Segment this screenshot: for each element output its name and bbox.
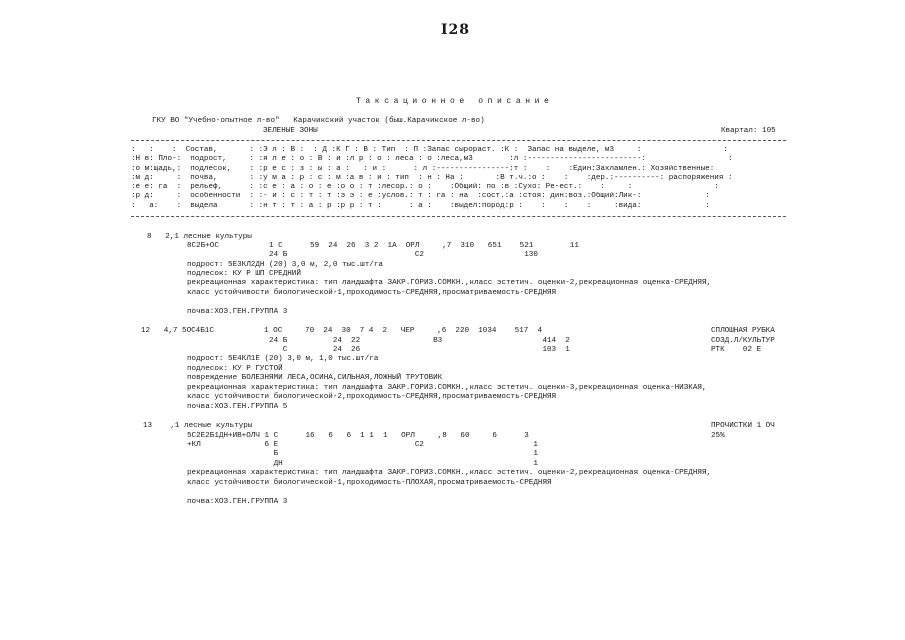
header-line: :р д: : особенности : :- и : с : т : т :э э : е :услов.: т : га : на :сост.:а :стоя: дин:воз.:Общий:Лик-: : bbox=[131, 192, 710, 201]
management-note: РТК 02 Е bbox=[711, 346, 762, 354]
stand-line: С 24 26 103 1 bbox=[187, 346, 570, 354]
header-line: : а: : выдела : :н т : т : а : р :р р : т : : а : :выдел:пород:р : : : : :вида: : bbox=[131, 201, 710, 210]
stand-line: 8С2Б+ОС 1 С 59 24 26 3 2 1А ОРЛ ,7 310 651 521 11 bbox=[187, 242, 579, 250]
stand-line: почва:ХОЗ.ГЕН.ГРУППА 3 bbox=[187, 498, 288, 506]
management-note: ПРОЧИСТКИ 1 ОЧ bbox=[711, 422, 775, 430]
stand-line: ДН 1 bbox=[187, 460, 538, 468]
header-line: :м д: : почва, : :у м а : р : с : м :а в : и : тип : н : На : :В т.ч.:о : : :дер.:----------: распоряжения : bbox=[131, 173, 733, 182]
stand-line: почва:ХОЗ.ГЕН.ГРУППА 3 bbox=[187, 308, 288, 316]
header-line: :е е: га : рельеф, : :с е : а : о : е :о о : т :лесор.: о : :Общий: по :в :Сухо: Ре-ест.: : : : bbox=[131, 183, 719, 192]
stand-line: рекреационная характеристика: тип ландшафта ЗАКР.ГОРИЗ.СОМКН.,класс эстетич. оценки-2,рекреационная оценка-СРЕДНЯЯ, bbox=[187, 279, 712, 287]
table-header bbox=[131, 146, 791, 211]
stand-line: 5С2Е2Б1ДН+ИВ+ОЛЧ 1 С 16 6 6 1 1 1 ОРЛ ,8 60 6 3 bbox=[187, 432, 529, 440]
header-rule-top bbox=[131, 140, 786, 141]
stand-line: 24 Б С2 130 bbox=[187, 251, 538, 259]
stand-line: рекреационная характеристика: тип ландшафта ЗАКР.ГОРИЗ.СОМКН.,класс эстетич. оценки-2,рекреационная оценка-СРЕДНЯЯ, bbox=[187, 469, 712, 477]
zone-label: ЗЕЛЕНЫЕ ЗОНЫ bbox=[263, 127, 318, 135]
stand-line: подлесок: КУ Р ШП СРЕДНИЙ bbox=[187, 270, 301, 278]
stand-line: подлесок: КУ Р ГУСТОЙ bbox=[187, 365, 283, 373]
management-note: СПЛОШНАЯ РУБКА bbox=[711, 327, 775, 335]
organization-line: ГКУ ВО "Учебно-опытное л-во" Карачикский участок (быш.Карачикское л-во) bbox=[152, 117, 485, 125]
stand-line: класс устойчивости биологической-1,проходимость-СРЕДНЯЯ,просматриваемость-СРЕДНЯЯ bbox=[187, 289, 557, 297]
management-note: СОЗД.Л/КУЛЬТУР bbox=[711, 337, 775, 345]
page-number: I28 bbox=[441, 22, 471, 38]
stand-line: повреждение БОЛЕЗНЯМИ ЛЕСА,ОСИНА,СИЛЬНАЯ,ЛОЖНЫЙ ТРУТОВИК bbox=[187, 374, 443, 382]
stand-line: 24 Б 24 22 В3 414 2 bbox=[187, 337, 570, 345]
stand-line: класс устойчивости биологической-1,проходимость-ПЛОХАЯ,просматриваемость-СРЕДНЯЯ bbox=[187, 479, 552, 487]
stand-line: 12 4,7 5ОС4Б1С 1 ОС 70 24 30 7 4 2 ЧЕР ,6 220 1034 517 4 bbox=[141, 327, 543, 335]
management-note: 25% bbox=[711, 432, 725, 440]
stand-line: 13 ,1 лесные культуры bbox=[143, 422, 253, 430]
stand-line: 8 2,1 лесные культуры bbox=[147, 233, 252, 241]
quarter-label: Квартал: 105 bbox=[721, 127, 776, 135]
stand-line: подрост: 5Е3КЛ2ДН (20) 3,0 м, 2,0 тыс.шт/га bbox=[187, 261, 383, 269]
stand-line: подрост: 5Е4КЛ1Е (20) 3,0 м, 1,0 тыс.шт/га bbox=[187, 355, 379, 363]
header-line: :о м:щадь,: подлесок, : :р е с : з : ы : а : : и : : л :----------------:т : : :Един:Захламлен.: Хозяйственные: bbox=[131, 164, 715, 173]
header-rule-bottom bbox=[131, 216, 786, 217]
stand-line: рекреационная характеристика: тип ландшафта ЗАКР.ГОРИЗ.СОМКН.,класс эстетич. оценки-3,рекреационная оценка-НИЗКАЯ, bbox=[187, 384, 707, 392]
stand-line: класс устойчивости биологической-2,проходимость-СРЕДНЯЯ,просматриваемость-СРЕДНЯЯ bbox=[187, 393, 557, 401]
header-line: :Н в: Пло-: подрост, : :я л е : о : В : и :л р : о : леса : о :леса,м3 :л :-------------------------: : bbox=[131, 155, 733, 164]
stand-line: +КЛ 6 Е С2 1 bbox=[187, 441, 538, 449]
document-title: Таксационное описание bbox=[356, 97, 554, 106]
stand-line: почва:ХОЗ.ГЕН.ГРУППА 5 bbox=[187, 403, 288, 411]
stand-line: Б 1 bbox=[187, 450, 538, 458]
header-line: : : : Состав, : :Э л : В : : Д :К Г : В : Тип : П :Запас сырораст. :К : Запас на выделе, м3 : : bbox=[131, 146, 728, 154]
